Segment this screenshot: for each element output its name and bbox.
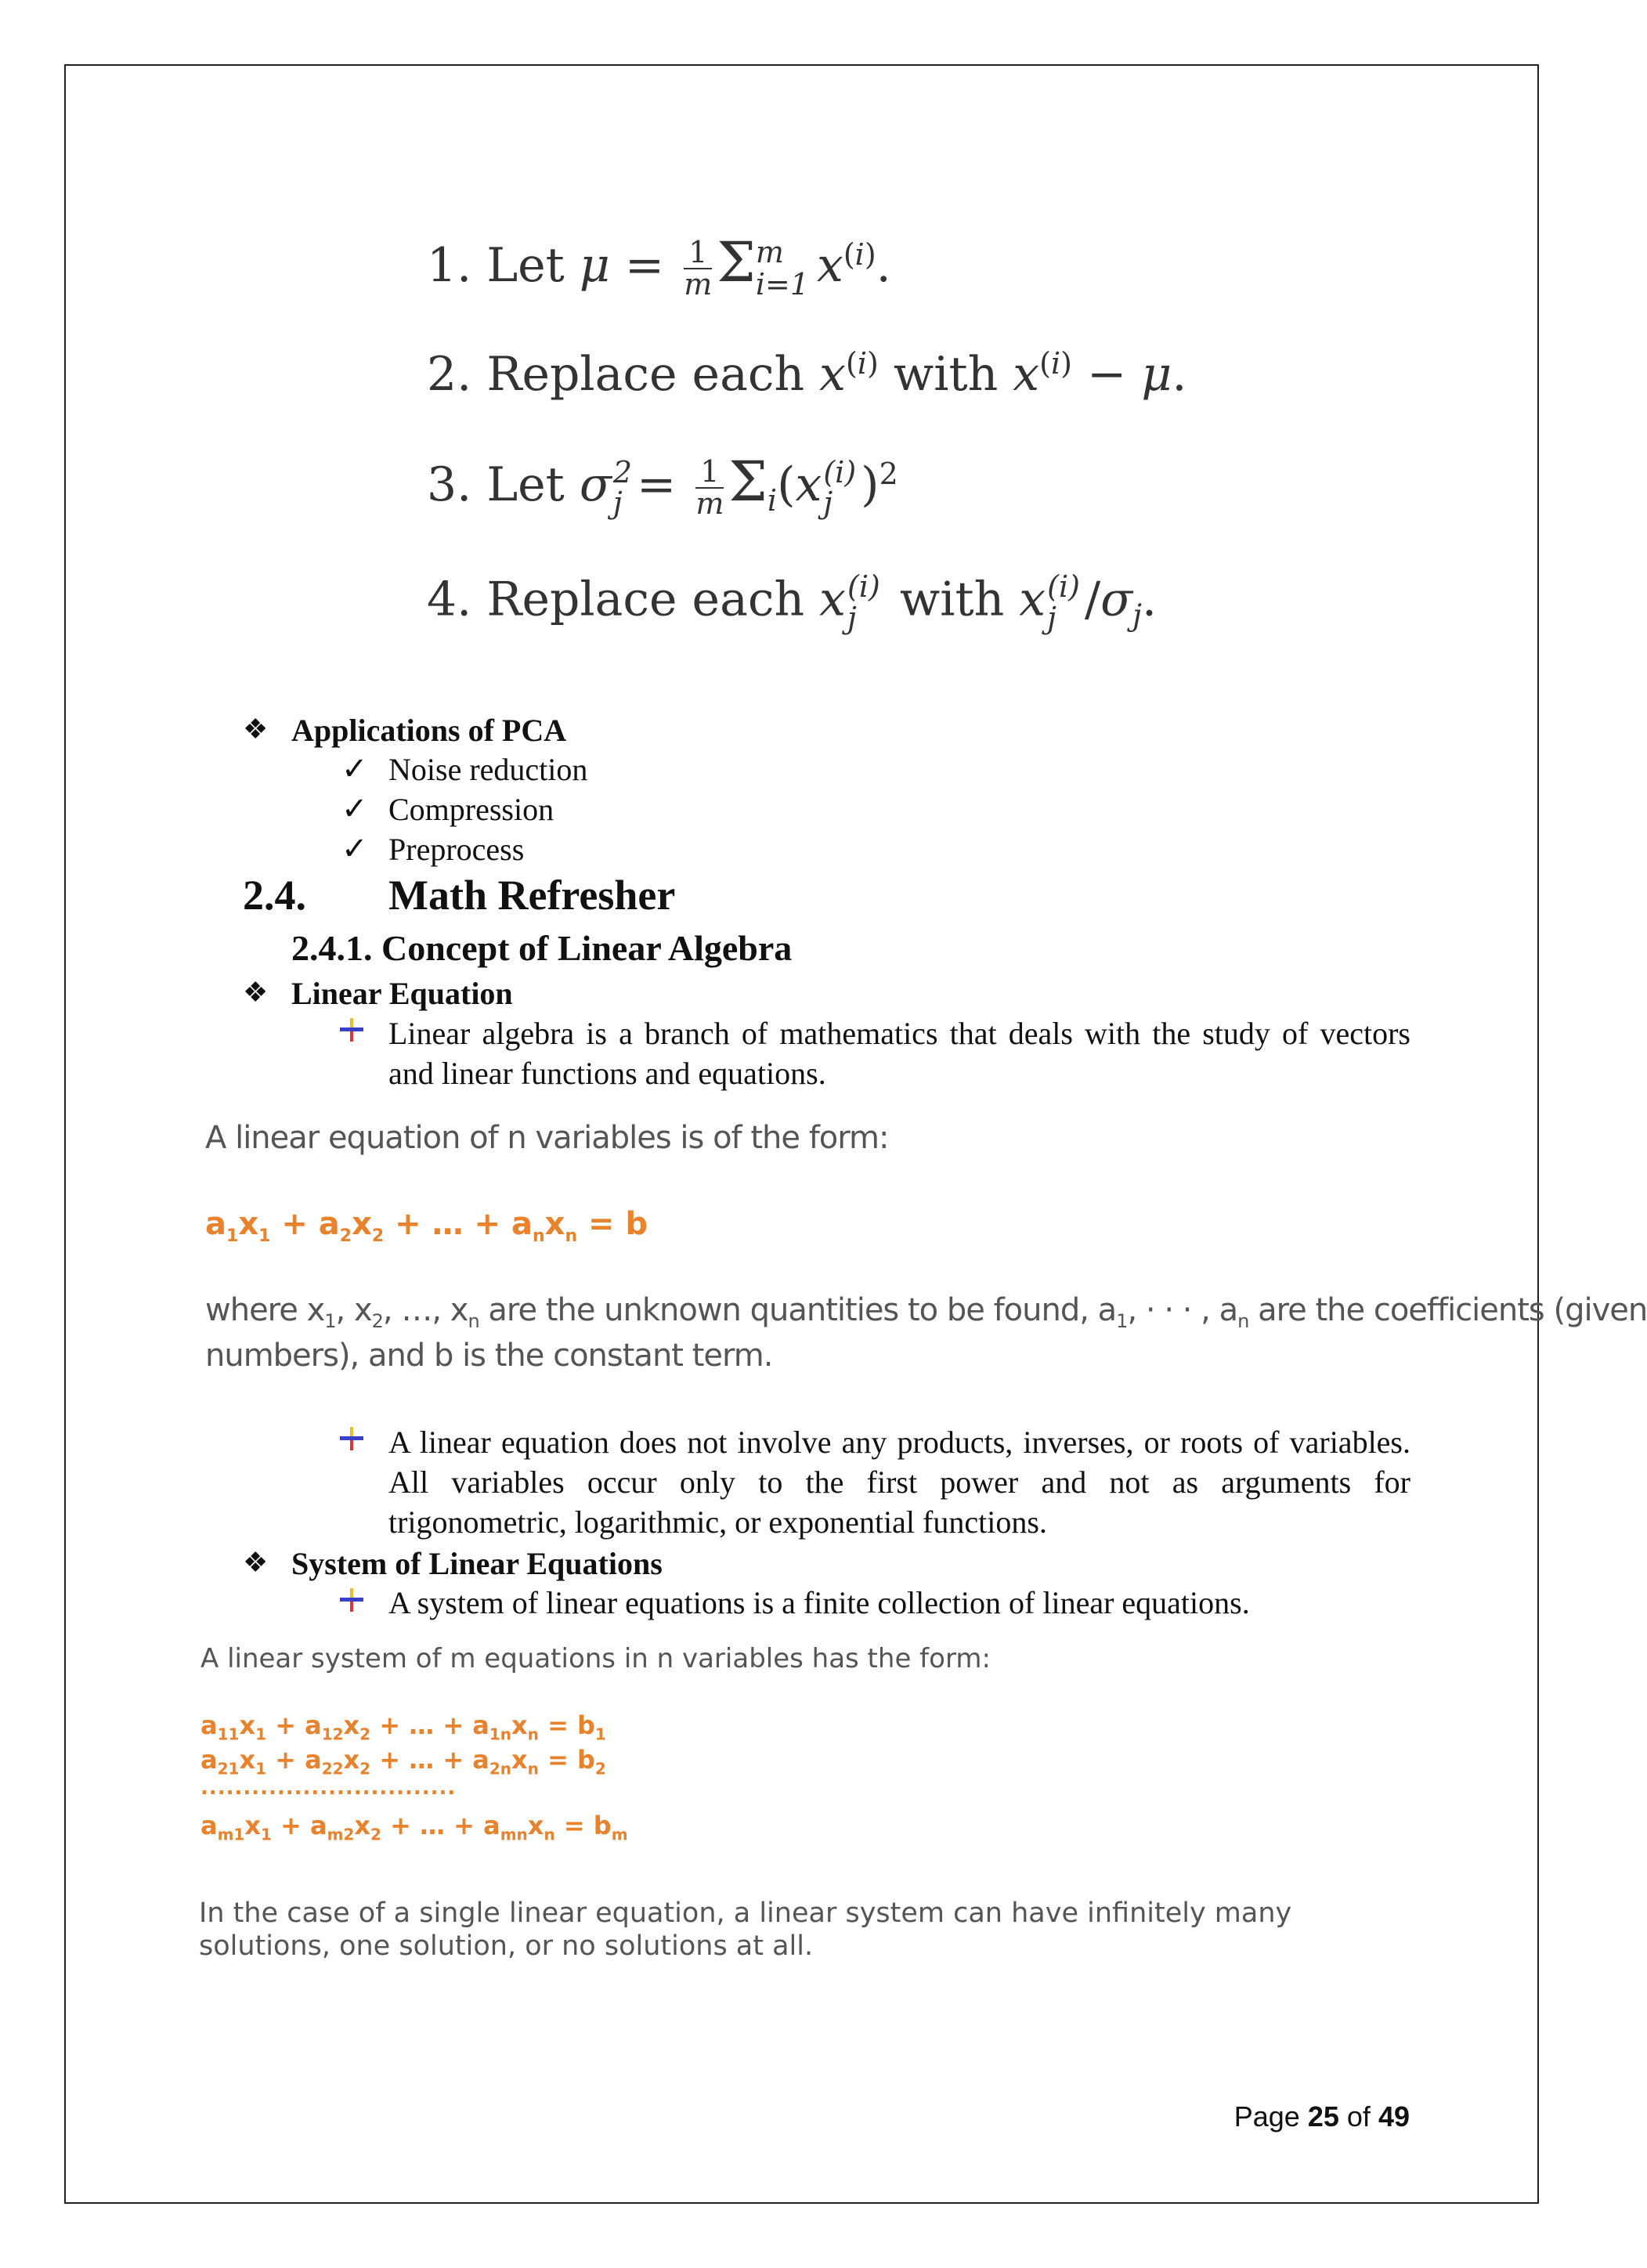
system-paragraph: A system of linear equations is a finite collection of linear equations. [388, 1585, 1250, 1620]
diamond-bullet-icon: ❖ [243, 713, 269, 745]
flag-bullet-icon [338, 1425, 365, 1452]
section-number: 2.4. [243, 872, 306, 919]
system-equation-m: $a_{m1}x_1 + a_{m2}x_2$ + … + $a_{mn}x_n = b_m$ [200, 1811, 628, 1844]
flag-bullet-icon [338, 1017, 365, 1043]
linear-equation-title: Linear Equation [291, 976, 513, 1011]
diamond-bullet-icon: ❖ [243, 977, 269, 1008]
step-3: 3. Let σ 2 j = $\frac{1}{m}$ $\Sigma_i(x$ (i) j )$^2$ [427, 450, 898, 522]
flag-bullet-icon [338, 1587, 365, 1613]
linear-algebra-paragraph: Linear algebra is a branch of mathematics that deals with the study of vectors and linear functions and equations. [388, 1016, 1410, 1091]
page-footer: Page 25 of 49 [1233, 2100, 1410, 2133]
application-item: Preprocess [388, 832, 525, 867]
linear-equation-intro: A linear equation of n variables is of the form: [205, 1120, 889, 1156]
system-dots: .............................. [200, 1776, 457, 1800]
step-1: 1. Let μ = $\frac{1}{m}$ Σ m i=1 $x^{(i)}$. [427, 230, 891, 302]
system-equation-1: $a_{11}x_1 + a_{12}x_2$ + … + $a_{1n}x_n = b_1$ [200, 1710, 606, 1744]
step-2: 2. Replace each $x^{(i)}$ with $x^{(i)} - \mu$. [427, 346, 1187, 402]
step-4: 4. Replace each x (i) j with x (i) j $/\sigma_j$. [427, 569, 1158, 635]
section-title: Math Refresher [388, 872, 676, 919]
application-item: Noise reduction [388, 752, 588, 787]
system-note: In the case of a single linear equation, a linear system can have infinitely many solutions, one solution, or no solutions at all. [199, 1898, 1292, 1962]
applications-title: Applications of PCA [291, 713, 567, 748]
diamond-bullet-icon: ❖ [243, 1547, 269, 1578]
linear-equation-where: where $x_1$, $x_2$, …, $x_n$ are the unknown quantities to be found, $a_1$, · · · , $a_n$ are the coefficients (given [205, 1292, 1647, 1332]
linear-equation-where-2: numbers), and b is the constant term. [205, 1338, 773, 1374]
linear-equation-formula: $a_1x_1 + a_2x_2$ + … + $a_nx_n = b$ [205, 1206, 648, 1246]
checkmark-icon: ✓ [341, 751, 368, 786]
linear-equation-properties: A linear equation does not involve any products, inverses, or roots of variables. All variables occur only to the first power and not as arguments for trigonometric, logarithmic, or exponential functions. [388, 1425, 1410, 1540]
system-title: System of Linear Equations [291, 1546, 663, 1581]
checkmark-icon: ✓ [341, 831, 368, 866]
subsection-heading: 2.4.1. Concept of Linear Algebra [291, 928, 793, 968]
system-equation-2: $a_{21}x_1 + a_{22}x_2$ + … + $a_{2n}x_n = b_2$ [200, 1745, 606, 1779]
system-intro: A linear system of m equations in n variables has the form: [200, 1643, 991, 1674]
application-item: Compression [388, 792, 554, 827]
checkmark-icon: ✓ [341, 791, 368, 826]
